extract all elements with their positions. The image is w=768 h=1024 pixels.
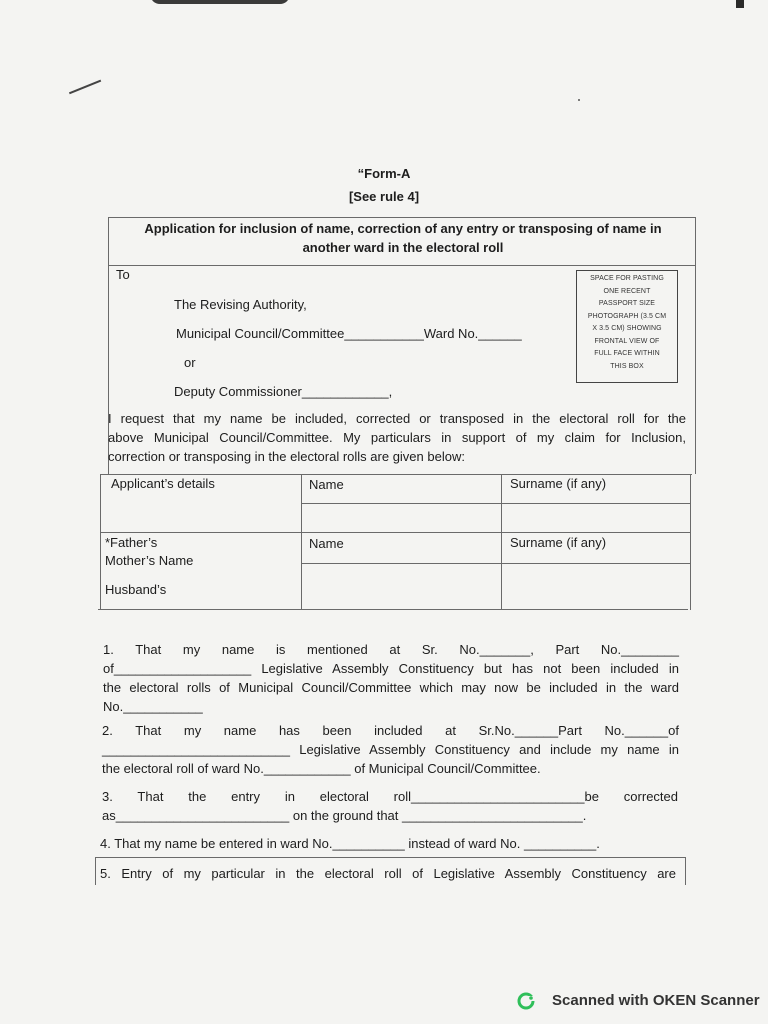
photo-line: PHOTOGRAPH (3.5 CM: [587, 312, 667, 320]
table-left-border: [100, 474, 101, 610]
oken-scanner-logo-icon: [517, 992, 535, 1010]
table-row-divider: [302, 563, 690, 564]
photo-line: X 3.5 CM) SHOWING: [592, 325, 662, 332]
clause-2-line-3: the electoral roll of ward No.____________ of Municipal Council/Committee.: [102, 761, 541, 776]
clause-1-line-4: No.___________: [103, 699, 203, 714]
clause-5: 5. Entry of my particular in the electoral roll of Legislative Assembly Constituency are: [100, 866, 676, 881]
request-line-1: I request that my name be included, corrected or transposed in the electoral roll for the: [108, 411, 686, 426]
request-paragraph: [108, 409, 686, 466]
form-heading-line-2: another ward in the electoral roll: [302, 240, 504, 255]
applicant-details-label: Applicant’s details: [111, 476, 215, 491]
clause-2: [102, 721, 679, 778]
table-col-divider: [301, 474, 302, 610]
relative-label-husband: Husband’s: [105, 582, 167, 597]
clause-2-line-1: 2. That my name has been included at Sr.No.______Part No.______of: [102, 723, 679, 738]
table-top-border: [100, 474, 692, 475]
clause-5-left-border: [95, 857, 96, 885]
relative-name-header: Name: [309, 536, 344, 551]
council-ward-field: Municipal Council/Committee___________Ward No.______: [176, 326, 522, 341]
clause-3: [102, 787, 678, 825]
table-col-divider: [501, 474, 502, 610]
photo-instructions: [578, 273, 676, 373]
or-label: or: [184, 355, 196, 370]
clause-1-line-1: 1. That my name is mentioned at Sr. No._______, Part No.________: [103, 642, 679, 657]
photo-line: FULL FACE WITHIN: [594, 350, 660, 357]
form-heading-line-1: Application for inclusion of name, correction of any entry or transposing of name in: [144, 221, 662, 236]
form-rule: [See rule 4]: [348, 189, 420, 204]
clause-5-right-border: [685, 857, 686, 885]
photo-line: PASSPORT SIZE: [598, 300, 656, 307]
table-row-divider: [302, 503, 690, 504]
table-row-divider: [100, 532, 690, 533]
clause-1-line-2: of___________________ Legislative Assembly Constituency but has not been included in: [103, 661, 679, 676]
photo-line: SPACE FOR PASTING: [590, 275, 664, 282]
deputy-commissioner-field: Deputy Commissioner____________,: [174, 384, 393, 399]
relative-surname-header: Surname (if any): [510, 535, 607, 550]
scanner-watermark: Scanned with OKEN Scanner: [552, 992, 760, 1009]
pen-stroke: [69, 80, 101, 94]
request-line-2: above Municipal Council/Committee. My particulars in support of my claim for Inclusion,: [108, 430, 686, 445]
clause-3-line-2: as________________________ on the ground that _________________________.: [102, 808, 587, 823]
clause-2-line-2: __________________________ Legislative Assembly Constituency and include my name in: [102, 742, 679, 757]
photo-line: FRONTAL VIEW OF: [594, 337, 660, 345]
photo-line: THIS BOX: [610, 362, 644, 370]
table-bottom-border: [98, 609, 688, 610]
revising-authority: The Revising Authority,: [174, 297, 307, 312]
relative-label-mother: Mother’s Name: [105, 553, 194, 568]
relative-label-father: *Father’s: [105, 535, 158, 550]
name-header: Name: [309, 477, 344, 492]
scan-edge-mark: [150, 0, 290, 4]
table-right-border: [690, 474, 691, 610]
clause-1-line-3: the electoral rolls of Municipal Council/Committee which may now be included in the ward: [103, 680, 679, 695]
clause-3-line-1: 3. That the entry in electoral roll________________________be corrected: [102, 789, 678, 804]
to-label: To: [116, 267, 130, 282]
clause-5-top-border: [95, 857, 686, 858]
scan-corner-mark: [736, 0, 744, 8]
surname-header: Surname (if any): [510, 476, 607, 491]
form-heading: [118, 219, 688, 257]
photo-line: ONE RECENT: [603, 287, 651, 295]
scan-dot: [578, 99, 580, 101]
clause-4: 4. That my name be entered in ward No.__________ instead of ward No. __________.: [100, 836, 600, 851]
form-title: “Form-A: [357, 166, 411, 181]
clause-1: [103, 640, 679, 716]
request-line-3: correction or transposing in the electoral rolls are given below:: [108, 449, 465, 464]
